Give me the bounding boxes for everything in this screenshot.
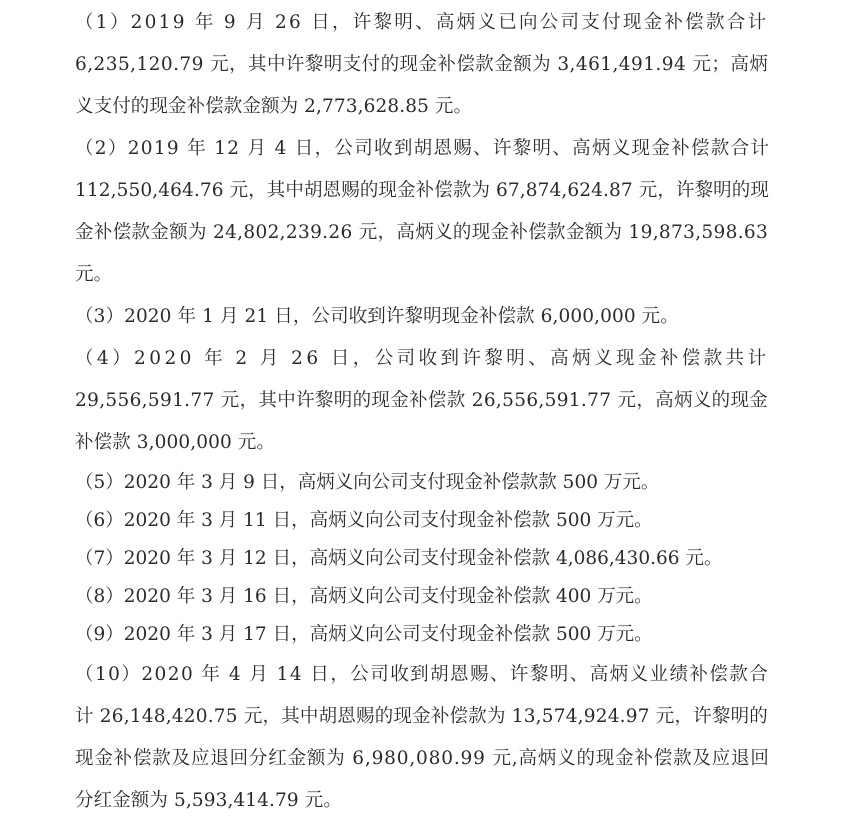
paragraph-line: 29,556,591.77 元，其中许黎明的现金补偿款 26,556,591.77 元，高炳义的现金 [75,390,769,411]
numbered-paragraph-5 [75,464,769,502]
numbered-paragraph-6 [75,502,769,540]
numbered-paragraph-8 [75,578,769,616]
paragraph-line: 现金补偿款及应退回分红金额为 6,980,080.99 元,高炳义的现金补偿款及应退回 [75,748,770,769]
paragraph-line: （10）2020 年 4 月 14 日，公司收到胡恩赐、许黎明、高炳义业绩补偿款合 [75,664,770,685]
paragraph-line: （2）2019 年 12 月 4 日，公司收到胡恩赐、许黎明、高炳义现金补偿款合计 [75,138,771,159]
paragraph-line: 元。 [75,264,113,285]
paragraph-line: （1）2019 年 9 月 26 日，许黎明、高炳义已向公司支付现金补偿款合计 [75,12,769,33]
paragraph-line: 补偿款 3,000,000 元。 [75,432,276,453]
paragraph-line: 6,235,120.79 元，其中许黎明支付的现金补偿款金额为 3,461,491.94 元；高炳 [75,54,769,75]
paragraph-line: 计 26,148,420.75 元，其中胡恩赐的现金补偿款为 13,574,924.97 元，许黎明的 [75,706,768,727]
numbered-paragraph-3 [75,296,769,338]
paragraph-line: （5）2020 年 3 月 9 日，高炳义向公司支付现金补偿款款 500 万元。 [75,472,660,493]
paragraph-line: 112,550,464.76 元，其中胡恩赐的现金补偿款为 67,874,624.87 元，许黎明的现 [75,180,770,201]
numbered-paragraph-10 [75,654,769,822]
paragraph-line: （8）2020 年 3 月 16 日，高炳义向公司支付现金补偿款 400 万元。 [75,586,653,607]
numbered-paragraph-1 [75,2,769,128]
numbered-paragraph-2 [75,128,769,296]
numbered-paragraph-4 [75,338,769,464]
document-body [75,2,769,822]
paragraph-line: （4）2020 年 2 月 26 日，公司收到许黎明、高炳义现金补偿款共计 [75,348,770,369]
paragraph-line: （7）2020 年 3 月 12 日，高炳义向公司支付现金补偿款 4,086,430.66 元。 [75,548,723,569]
numbered-paragraph-9 [75,616,769,654]
numbered-paragraph-7 [75,540,769,578]
paragraph-line: 义支付的现金补偿款金额为 2,773,628.85 元。 [75,96,473,117]
paragraph-line: 分红金额为 5,593,414.79 元。 [75,790,342,811]
paragraph-line: （9）2020 年 3 月 17 日，高炳义向公司支付现金补偿款 500 万元。 [75,624,653,645]
paragraph-line: （3）2020 年 1 月 21 日，公司收到许黎明现金补偿款 6,000,000 元。 [75,306,679,327]
paragraph-line: （6）2020 年 3 月 11 日，高炳义向公司支付现金补偿款 500 万元。 [75,510,653,531]
paragraph-line: 金补偿款金额为 24,802,239.26 元，高炳义的现金补偿款金额为 19,873,598.63 [75,222,769,243]
